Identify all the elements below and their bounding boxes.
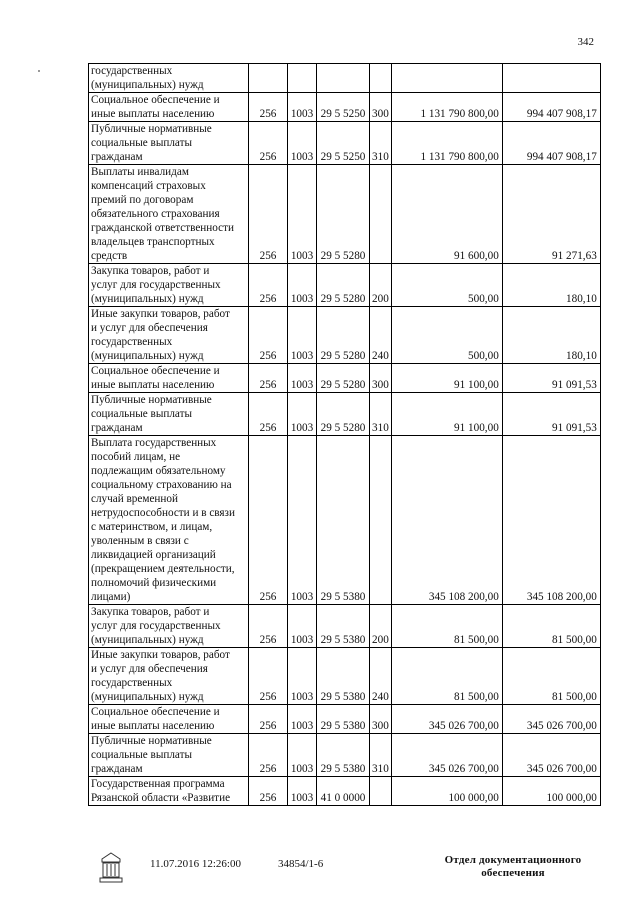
cell-admin-code: 256: [249, 648, 288, 705]
cell-planned-amount: 1 131 790 800,00: [391, 122, 502, 165]
cell-section-code: 1003: [288, 165, 317, 264]
cell-section-code: 1003: [288, 93, 317, 122]
cell-expense-type: 240: [370, 307, 392, 364]
cell-executed-amount: 91 271,63: [502, 165, 600, 264]
cell-expense-type: [370, 165, 392, 264]
cell-planned-amount: 345 026 700,00: [391, 705, 502, 734]
cell-planned-amount: [391, 64, 502, 93]
cell-section-code: 1003: [288, 122, 317, 165]
cell-admin-code: 256: [249, 93, 288, 122]
cell-target-code: 29 5 5380: [317, 734, 370, 777]
footer: [0, 850, 640, 890]
budget-table: [88, 63, 601, 806]
table-row: [89, 393, 601, 436]
cell-expense-type: 300: [370, 93, 392, 122]
cell-admin-code: [249, 64, 288, 93]
cell-executed-amount: 345 026 700,00: [502, 705, 600, 734]
scan-mark: [38, 70, 40, 72]
cell-executed-amount: 81 500,00: [502, 605, 600, 648]
table-row: [89, 64, 601, 93]
cell-expense-type: [370, 436, 392, 605]
cell-name: Социальное обеспечение и иные выплаты населению: [89, 705, 249, 734]
cell-planned-amount: 81 500,00: [391, 648, 502, 705]
cell-admin-code: 256: [249, 264, 288, 307]
cell-target-code: 29 5 5280: [317, 393, 370, 436]
table-row: [89, 705, 601, 734]
cell-planned-amount: 500,00: [391, 307, 502, 364]
cell-admin-code: 256: [249, 436, 288, 605]
cell-executed-amount: [502, 64, 600, 93]
cell-admin-code: 256: [249, 165, 288, 264]
cell-planned-amount: 500,00: [391, 264, 502, 307]
footer-datetime: 11.07.2016 12:26:00: [150, 858, 241, 870]
cell-target-code: 29 5 5280: [317, 165, 370, 264]
page-number: 342: [577, 36, 594, 48]
cell-expense-type: 200: [370, 264, 392, 307]
cell-expense-type: [370, 64, 392, 93]
cell-section-code: 1003: [288, 648, 317, 705]
archive-emblem-icon: [96, 850, 126, 886]
cell-section-code: 1003: [288, 393, 317, 436]
cell-name: Закупка товаров, работ и услуг для государственных (муниципальных) нужд: [89, 264, 249, 307]
footer-department: Отдел документационного обеспечения: [444, 854, 582, 879]
table-body: [89, 64, 601, 806]
cell-target-code: 29 5 5280: [317, 364, 370, 393]
cell-executed-amount: 100 000,00: [502, 777, 600, 806]
cell-admin-code: 256: [249, 307, 288, 364]
cell-planned-amount: 91 100,00: [391, 393, 502, 436]
cell-executed-amount: 91 091,53: [502, 393, 600, 436]
cell-target-code: [317, 64, 370, 93]
table-row: [89, 605, 601, 648]
cell-section-code: 1003: [288, 705, 317, 734]
cell-expense-type: 240: [370, 648, 392, 705]
cell-executed-amount: 180,10: [502, 264, 600, 307]
cell-planned-amount: 345 026 700,00: [391, 734, 502, 777]
cell-target-code: 29 5 5380: [317, 605, 370, 648]
cell-section-code: 1003: [288, 734, 317, 777]
cell-expense-type: 200: [370, 605, 392, 648]
cell-executed-amount: 994 407 908,17: [502, 122, 600, 165]
cell-section-code: 1003: [288, 605, 317, 648]
table-row: [89, 307, 601, 364]
cell-expense-type: 310: [370, 393, 392, 436]
table-row: [89, 122, 601, 165]
cell-executed-amount: 345 108 200,00: [502, 436, 600, 605]
cell-name: Закупка товаров, работ и услуг для государственных (муниципальных) нужд: [89, 605, 249, 648]
cell-name: Иные закупки товаров, работ и услуг для обеспечения государственных (муниципальных) нужд: [89, 307, 249, 364]
cell-name: Социальное обеспечение и иные выплаты населению: [89, 364, 249, 393]
cell-planned-amount: 345 108 200,00: [391, 436, 502, 605]
table-row: [89, 436, 601, 605]
cell-executed-amount: 81 500,00: [502, 648, 600, 705]
cell-target-code: 29 5 5280: [317, 307, 370, 364]
cell-name: Социальное обеспечение и иные выплаты населению: [89, 93, 249, 122]
cell-section-code: 1003: [288, 307, 317, 364]
cell-target-code: 29 5 5250: [317, 122, 370, 165]
cell-admin-code: 256: [249, 393, 288, 436]
cell-name: Выплаты инвалидам компенсаций страховых премий по договорам обязательного страхования гражданской ответственности владельцев транспортных средств: [89, 165, 249, 264]
cell-target-code: 29 5 5380: [317, 648, 370, 705]
cell-admin-code: 256: [249, 122, 288, 165]
cell-admin-code: 256: [249, 734, 288, 777]
cell-name: государственных (муниципальных) нужд: [89, 64, 249, 93]
cell-executed-amount: 345 026 700,00: [502, 734, 600, 777]
cell-section-code: 1003: [288, 364, 317, 393]
cell-name: Государственная программа Рязанской области «Развитие: [89, 777, 249, 806]
table-row: [89, 777, 601, 806]
cell-planned-amount: 100 000,00: [391, 777, 502, 806]
cell-section-code: 1003: [288, 264, 317, 307]
cell-expense-type: 310: [370, 734, 392, 777]
cell-admin-code: 256: [249, 364, 288, 393]
footer-document-code: 34854/1-6: [278, 858, 324, 870]
cell-section-code: [288, 64, 317, 93]
cell-target-code: 29 5 5250: [317, 93, 370, 122]
cell-name: Иные закупки товаров, работ и услуг для обеспечения государственных (муниципальных) нужд: [89, 648, 249, 705]
cell-planned-amount: 81 500,00: [391, 605, 502, 648]
cell-executed-amount: 994 407 908,17: [502, 93, 600, 122]
cell-planned-amount: 91 100,00: [391, 364, 502, 393]
cell-expense-type: 300: [370, 705, 392, 734]
table-row: [89, 734, 601, 777]
cell-name: Публичные нормативные социальные выплаты гражданам: [89, 122, 249, 165]
cell-target-code: 41 0 0000: [317, 777, 370, 806]
table-row: [89, 93, 601, 122]
table-row: [89, 364, 601, 393]
cell-admin-code: 256: [249, 605, 288, 648]
cell-executed-amount: 180,10: [502, 307, 600, 364]
table-row: [89, 648, 601, 705]
table-row: [89, 165, 601, 264]
cell-section-code: 1003: [288, 436, 317, 605]
cell-target-code: 29 5 5380: [317, 705, 370, 734]
cell-expense-type: 310: [370, 122, 392, 165]
cell-expense-type: 300: [370, 364, 392, 393]
table-row: [89, 264, 601, 307]
cell-executed-amount: 91 091,53: [502, 364, 600, 393]
cell-section-code: 1003: [288, 777, 317, 806]
cell-admin-code: 256: [249, 777, 288, 806]
cell-target-code: 29 5 5380: [317, 436, 370, 605]
cell-admin-code: 256: [249, 705, 288, 734]
cell-name: Публичные нормативные социальные выплаты гражданам: [89, 393, 249, 436]
cell-name: Публичные нормативные социальные выплаты гражданам: [89, 734, 249, 777]
cell-target-code: 29 5 5280: [317, 264, 370, 307]
cell-planned-amount: 91 600,00: [391, 165, 502, 264]
cell-planned-amount: 1 131 790 800,00: [391, 93, 502, 122]
cell-expense-type: [370, 777, 392, 806]
cell-name: Выплата государственных пособий лицам, не подлежащим обязательному социальному страхованию на случай временной нетрудоспособности и в связи с материнством, и лицам, уволенным в связи с ликвидацией организаций (прекращением деятельности, полномочий физическими лицами): [89, 436, 249, 605]
